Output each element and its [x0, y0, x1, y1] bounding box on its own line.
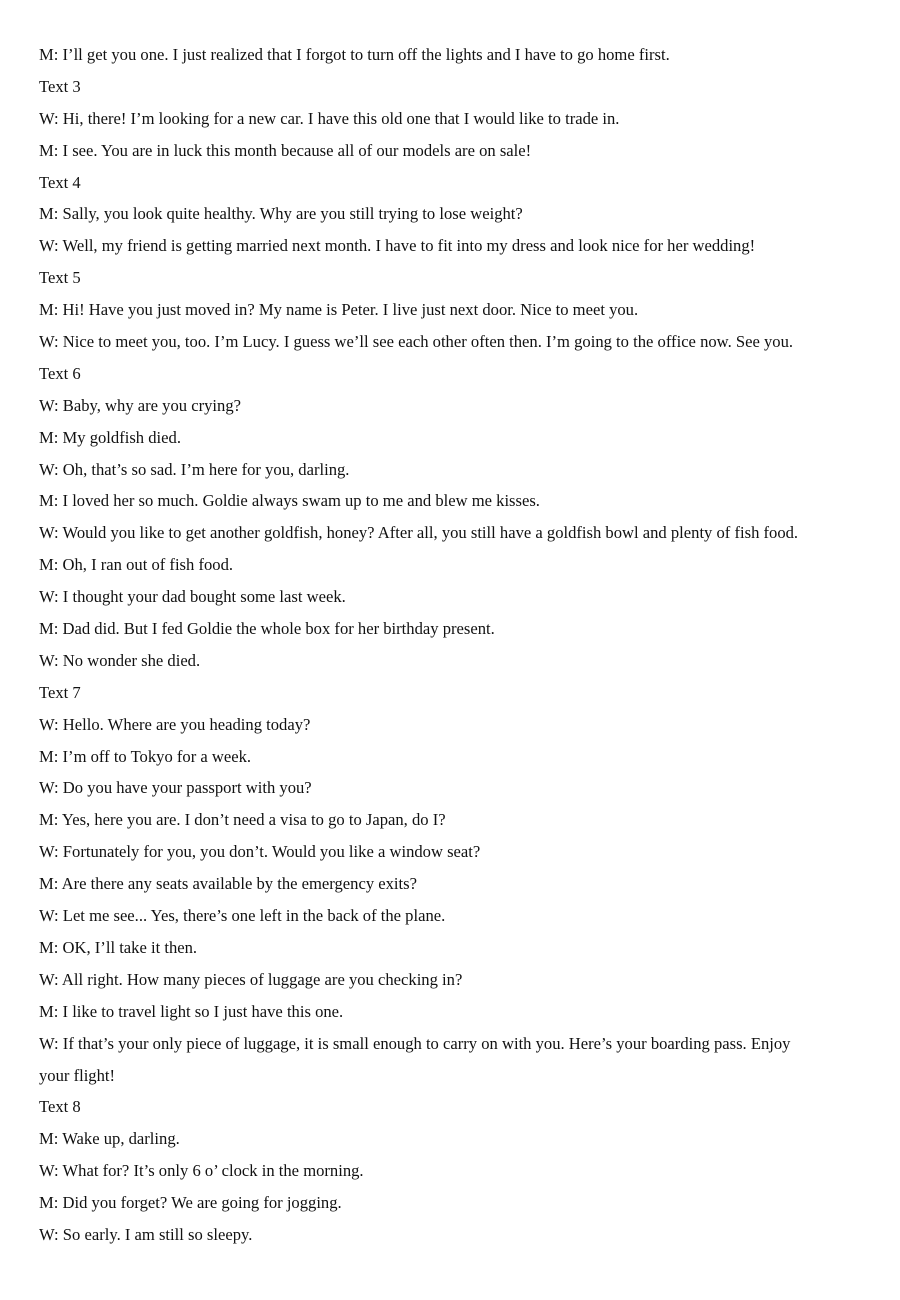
- dialogue-line: M: OK, I’ll take it then.: [39, 937, 198, 957]
- dialogue-line: W: If that’s your only piece of luggage, it is small enough to carry on with you. Here’s your boarding pass. Enjoy: [39, 1033, 791, 1053]
- dialogue-line: M: Oh, I ran out of fish food.: [39, 555, 234, 575]
- dialogue-line: W: What for? It’s only 6 o’ clock in the morning.: [39, 1161, 364, 1181]
- dialogue-line-continuation: your flight!: [39, 1065, 116, 1085]
- transcript-lines: [39, 39, 879, 1251]
- dialogue-line: W: Baby, why are you crying?: [39, 395, 241, 415]
- dialogue-line: M: Are there any seats available by the emergency exits?: [39, 874, 417, 894]
- dialogue-line: W: Oh, that’s so sad. I’m here for you, darling.: [39, 459, 350, 479]
- section-heading-text-8: Text 8: [39, 1097, 81, 1117]
- dialogue-line: W: Well, my friend is getting married next month. I have to fit into my dress and look nice for her wedding!: [39, 236, 756, 256]
- section-heading-text-5: Text 5: [39, 268, 81, 288]
- dialogue-line: W: Let me see... Yes, there’s one left in the back of the plane.: [39, 906, 446, 926]
- dialogue-line: W: Fortunately for you, you don’t. Would you like a window seat?: [39, 842, 481, 862]
- dialogue-line: M: Wake up, darling.: [39, 1129, 180, 1149]
- dialogue-line: W: Nice to meet you, too. I’m Lucy. I guess we’ll see each other often then. I’m going to the office now. See you.: [39, 332, 794, 352]
- section-heading-text-4: Text 4: [39, 172, 81, 192]
- dialogue-line: M: I see. You are in luck this month because all of our models are on sale!: [39, 140, 532, 160]
- dialogue-line: W: Hello. Where are you heading today?: [39, 714, 311, 734]
- dialogue-line: W: Hi, there! I’m looking for a new car. I have this old one that I would like to trade in.: [39, 108, 620, 128]
- dialogue-line: W: All right. How many pieces of luggage are you checking in?: [39, 969, 463, 989]
- dialogue-line: M: I loved her so much. Goldie always swam up to me and blew me kisses.: [39, 491, 540, 511]
- section-heading-text-6: Text 6: [39, 363, 81, 383]
- dialogue-line: M: Yes, here you are. I don’t need a visa to go to Japan, do I?: [39, 810, 446, 830]
- dialogue-line: M: I’m off to Tokyo for a week.: [39, 746, 252, 766]
- dialogue-line: M: Sally, you look quite healthy. Why are you still trying to lose weight?: [39, 204, 523, 224]
- dialogue-line: W: No wonder she died.: [39, 650, 201, 670]
- dialogue-line: W: I thought your dad bought some last week.: [39, 587, 346, 607]
- dialogue-line: W: Do you have your passport with you?: [39, 778, 312, 798]
- dialogue-line: M: Hi! Have you just moved in? My name is Peter. I live just next door. Nice to meet you.: [39, 300, 639, 320]
- dialogue-line: M: I like to travel light so I just have this one.: [39, 1001, 344, 1021]
- dialogue-line: M: Dad did. But I fed Goldie the whole box for her birthday present.: [39, 619, 495, 639]
- dialogue-line: M: Did you forget? We are going for jogging.: [39, 1193, 342, 1213]
- section-heading-text-3: Text 3: [39, 76, 81, 96]
- dialogue-line: W: Would you like to get another goldfish, honey? After all, you still have a goldfish bowl and plenty of fish food.: [39, 523, 799, 543]
- dialogue-line: M: My goldfish died.: [39, 427, 181, 447]
- dialogue-line: M: I’ll get you one. I just realized that I forgot to turn off the lights and I have to go home first.: [39, 45, 670, 64]
- section-heading-text-7: Text 7: [39, 682, 81, 702]
- dialogue-line: W: So early. I am still so sleepy.: [39, 1224, 253, 1244]
